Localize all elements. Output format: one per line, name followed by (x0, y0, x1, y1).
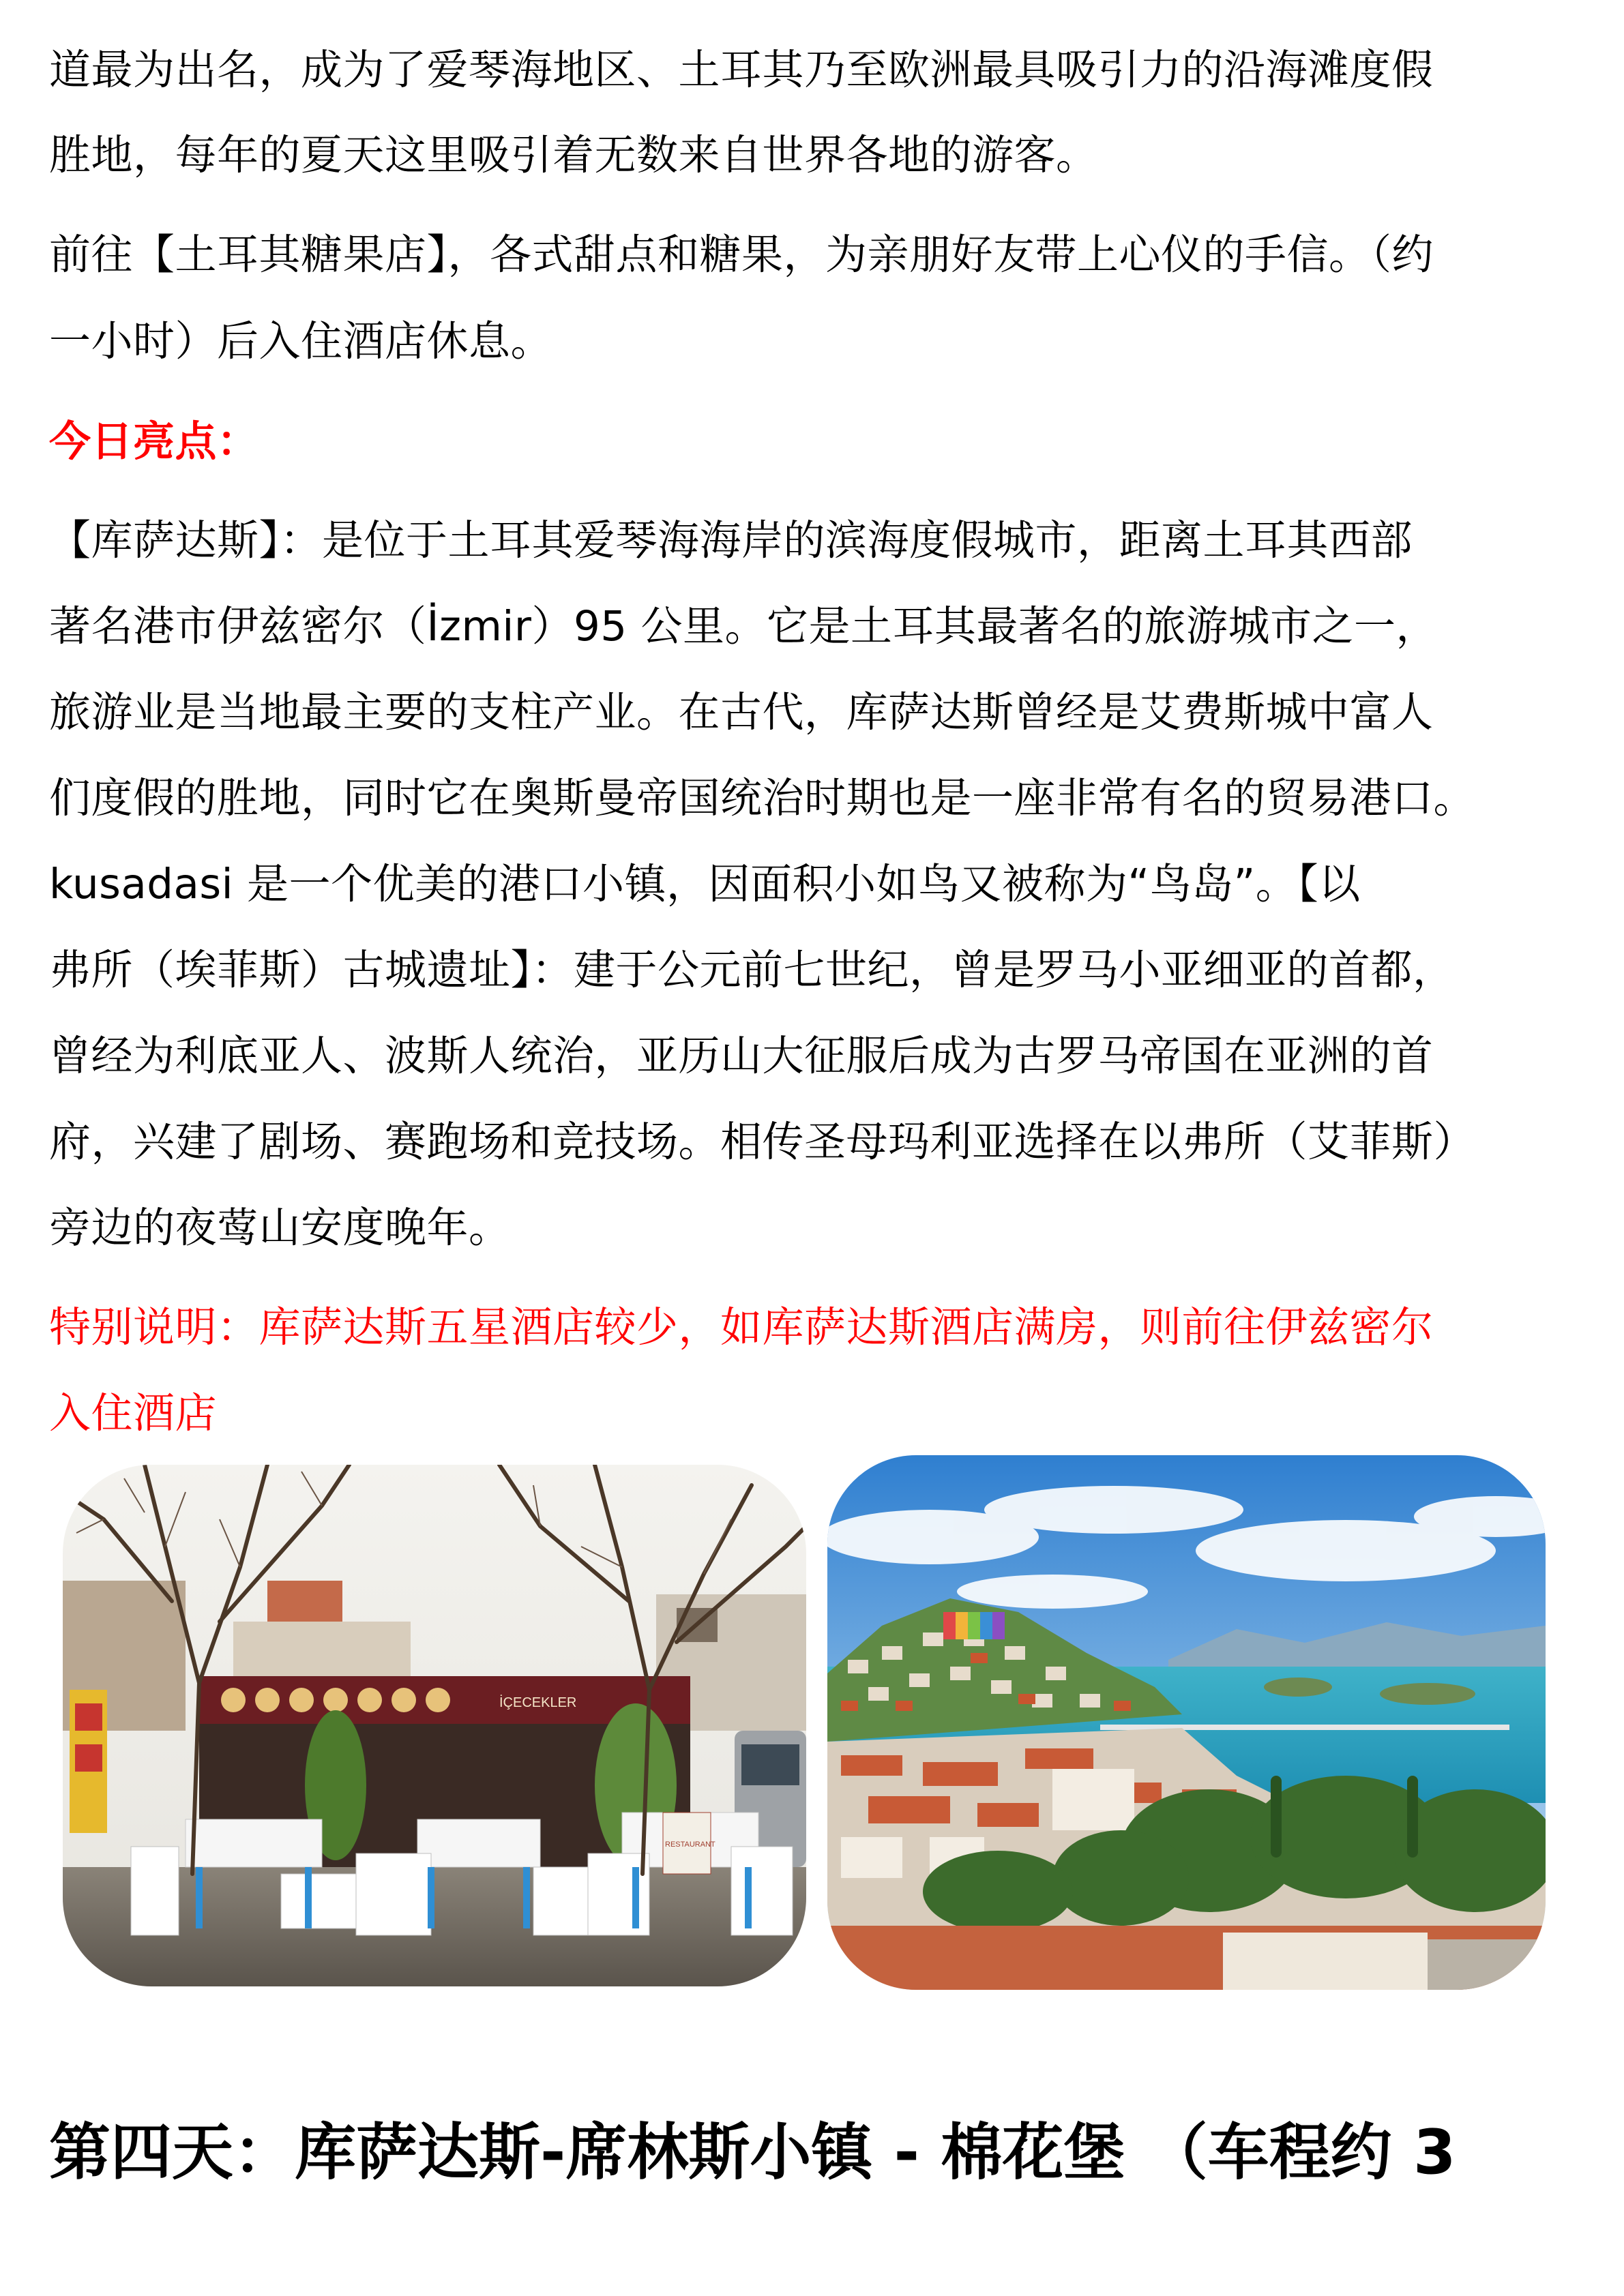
kusadasi-line-4: 们度假的胜地，同时它在奥斯曼帝国统治时期也是一座非常有名的贸易港口。 (49, 774, 1476, 822)
intro-line-1: 道最为出名，成为了爱琴海地区、土耳其乃至欧洲最具吸引力的沿海滩度假 (49, 46, 1434, 94)
day-four-heading: 第四天：库萨达斯-席林斯小镇 - 棉花堡 （车程约 3 (49, 2117, 1456, 2188)
street-cafe-photo (63, 1465, 806, 1986)
candy-shop-line-2: 一小时）后入住酒店休息。 (49, 317, 553, 366)
highlight-heading: 今日亮点： (49, 417, 259, 466)
special-note-line-1: 特别说明：库萨达斯五星酒店较少，如库萨达斯酒店满房，则前往伊兹密尔 (49, 1303, 1434, 1352)
kusadasi-line-2: 著名港市伊兹密尔（İzmir）95 公里。它是土耳其最著名的旅游城市之一， (49, 602, 1438, 651)
kusadasi-line-8: 府，兴建了剧场、赛跑场和竞技场。相传圣母玛利亚选择在以弗所（艾菲斯） (49, 1118, 1476, 1166)
coastal-town-photo-icon (827, 1455, 1546, 1990)
street-cafe-photo-icon (63, 1465, 806, 1986)
kusadasi-line-9: 旁边的夜莺山安度晚年。 (49, 1204, 511, 1252)
svg-text:İÇECEKLER: İÇECEKLER (499, 1695, 577, 1710)
special-note-line-2: 入住酒店 (49, 1389, 218, 1437)
svg-text:RESTAURANT: RESTAURANT (665, 1840, 715, 1849)
kusadasi-line-6: 弗所（埃菲斯）古城遗址】：建于公元前七世纪，曾是罗马小亚细亚的首都， (49, 946, 1455, 994)
kusadasi-line-7: 曾经为利底亚人、波斯人统治，亚历山大征服后成为古罗马帝国在亚洲的首 (49, 1032, 1434, 1080)
coastal-town-photo (827, 1455, 1546, 1990)
intro-line-2: 胜地，每年的夏天这里吸引着无数来自世界各地的游客。 (49, 131, 1098, 179)
kusadasi-line-5: kusadasi 是一个优美的港口小镇，因面积小如鸟又被称为“鸟岛”。【以 (49, 860, 1361, 908)
kusadasi-line-1: 【库萨达斯】：是位于土耳其爱琴海海岸的滨海度假城市，距离土耳其西部 (49, 516, 1413, 565)
candy-shop-line-1: 前往【土耳其糖果店】，各式甜点和糖果，为亲朋好友带上心仪的手信。（约 (49, 230, 1434, 279)
kusadasi-line-3: 旅游业是当地最主要的支柱产业。在古代，库萨达斯曾经是艾费斯城中富人 (49, 688, 1434, 736)
